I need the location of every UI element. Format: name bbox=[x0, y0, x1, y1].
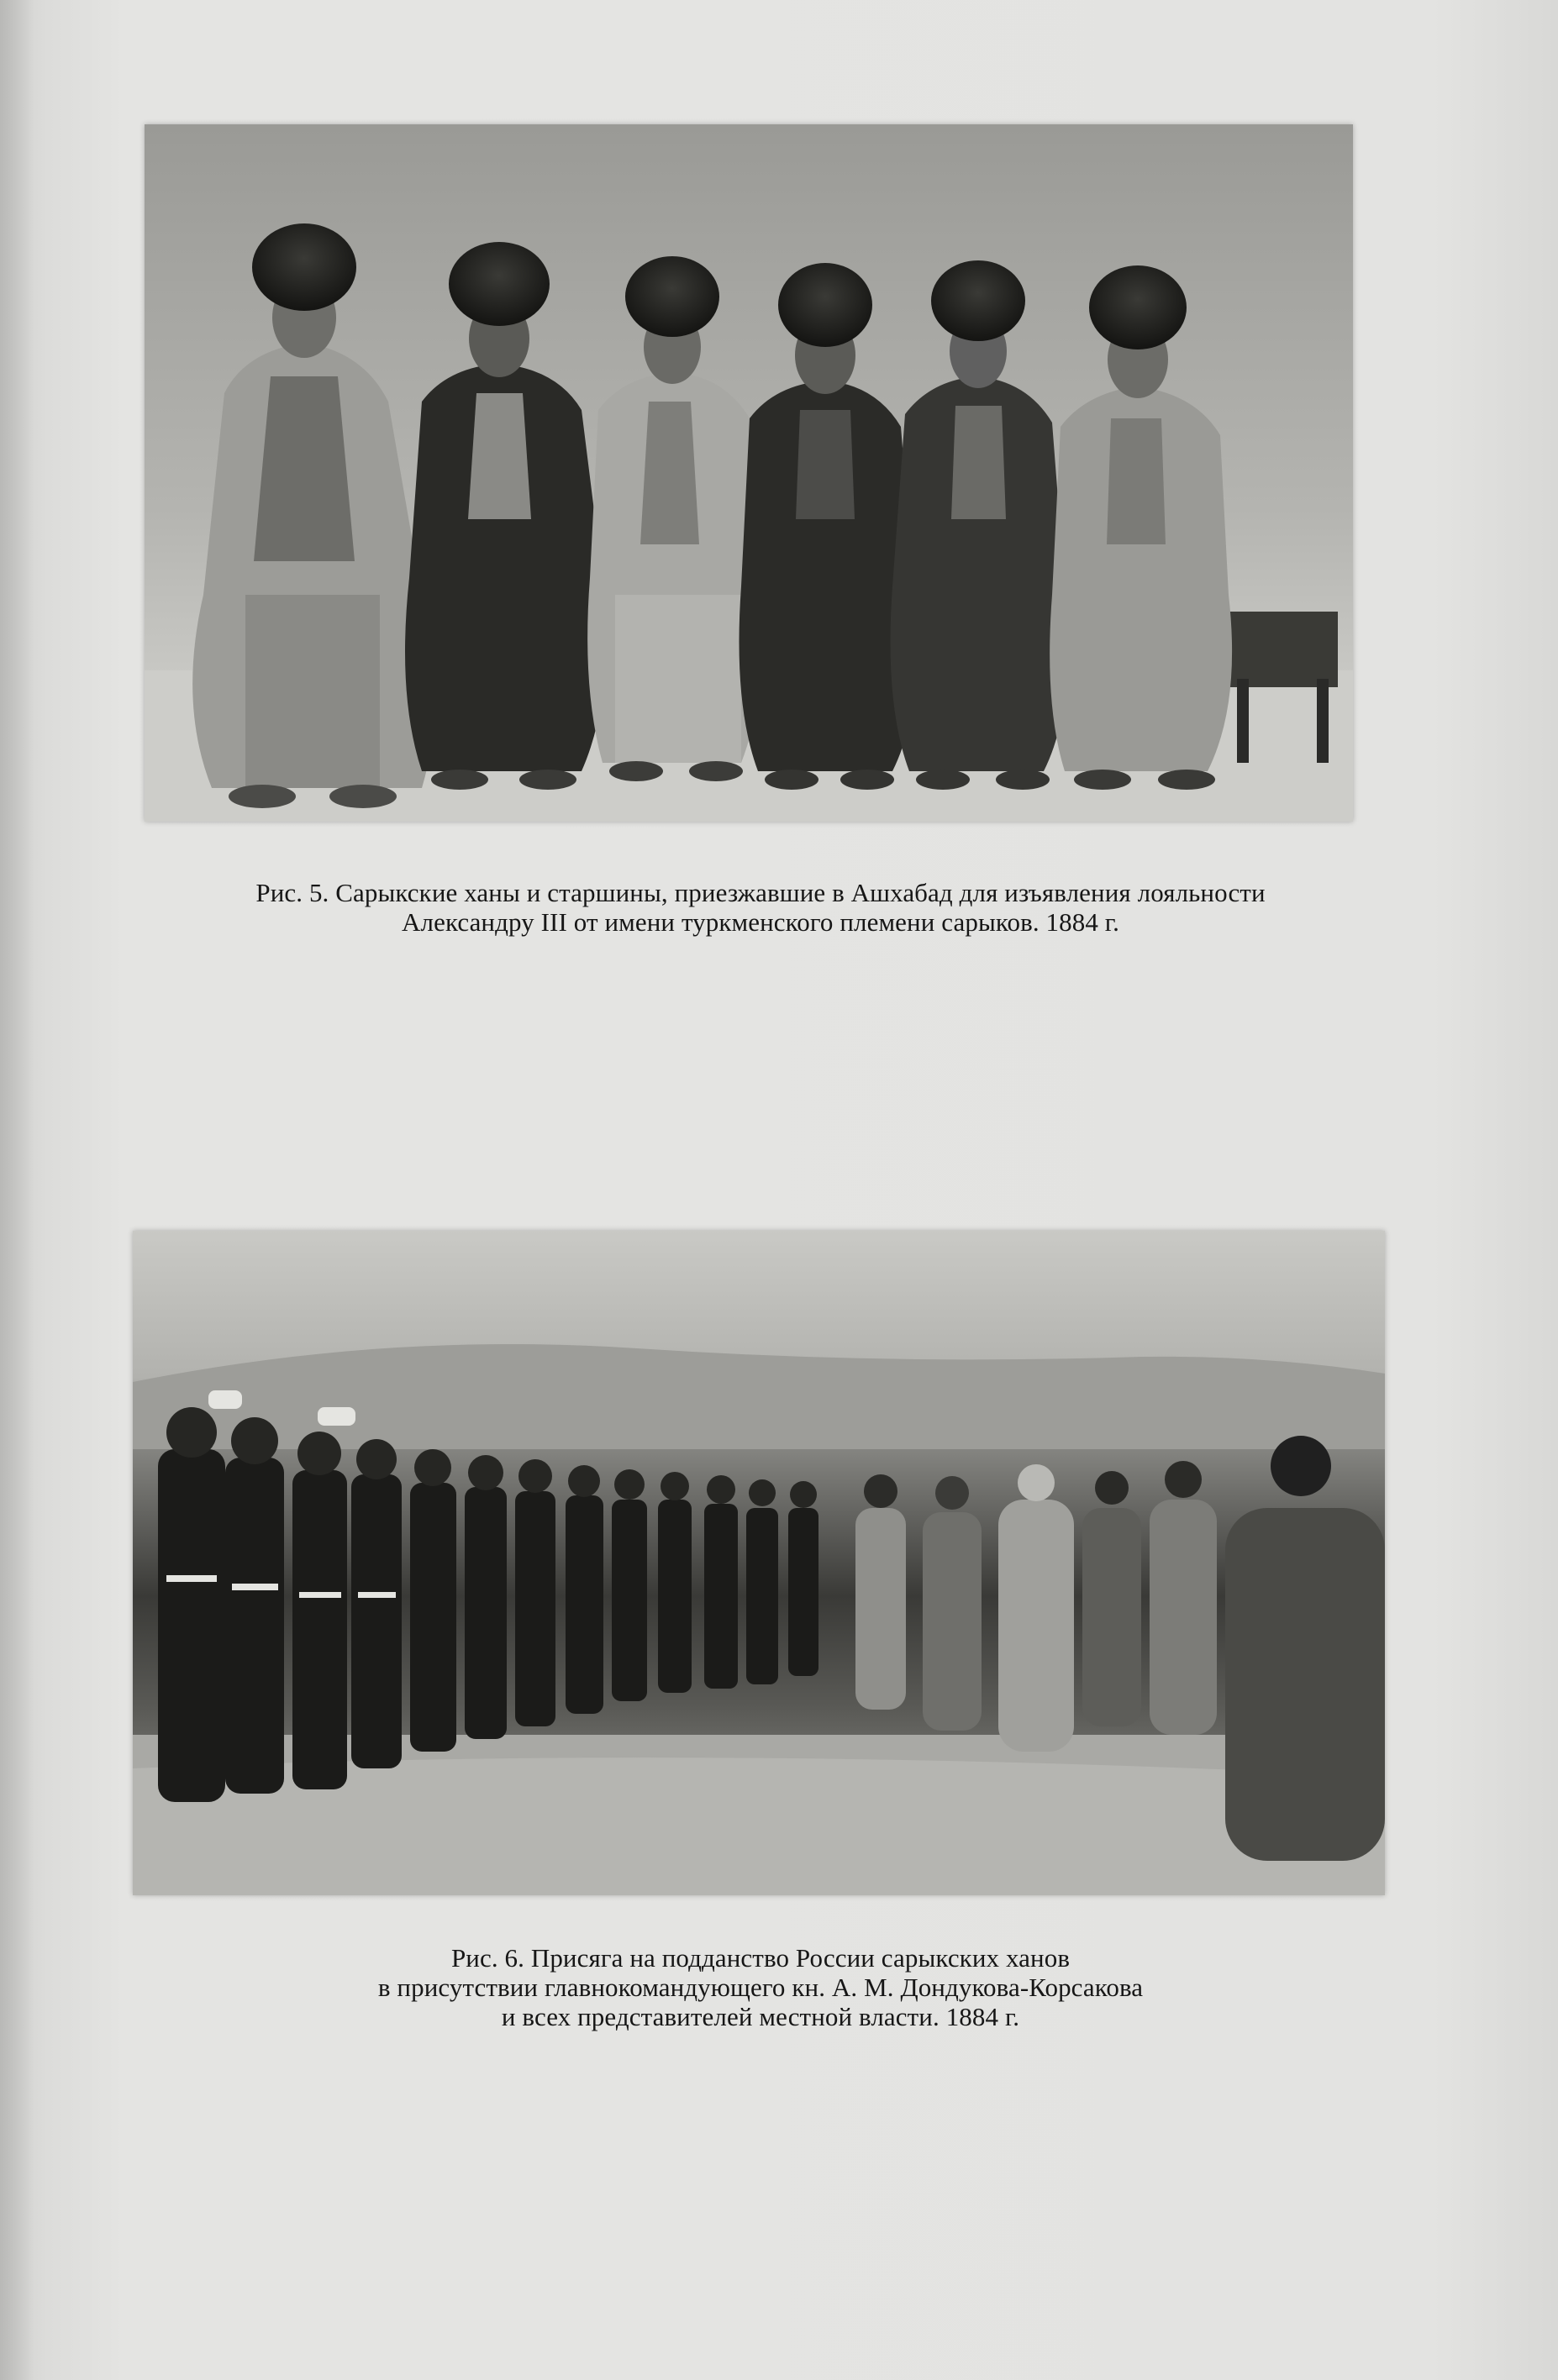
figure-5-caption bbox=[134, 878, 1387, 937]
caption-line: Рис. 6. Присяга на подданство России сарыкских ханов bbox=[450, 1943, 1071, 1973]
caption-line: Рис. 5. Сарыкские ханы и старшины, приезжавшие в Ашхабад для изъявления лояльности bbox=[255, 878, 1266, 907]
figure-6-photo bbox=[133, 1231, 1385, 1895]
caption-line: в присутствии главнокомандующего кн. А. М. Дондукова-Корсакова bbox=[377, 1973, 1144, 2002]
figure-6-caption bbox=[134, 1943, 1387, 2031]
caption-line: и всех представителей местной власти. 1884 г. bbox=[501, 2002, 1020, 2031]
caption-line: Александру III от имени туркменского племени сарыков. 1884 г. bbox=[402, 907, 1119, 937]
figure-5-photo bbox=[145, 124, 1353, 822]
